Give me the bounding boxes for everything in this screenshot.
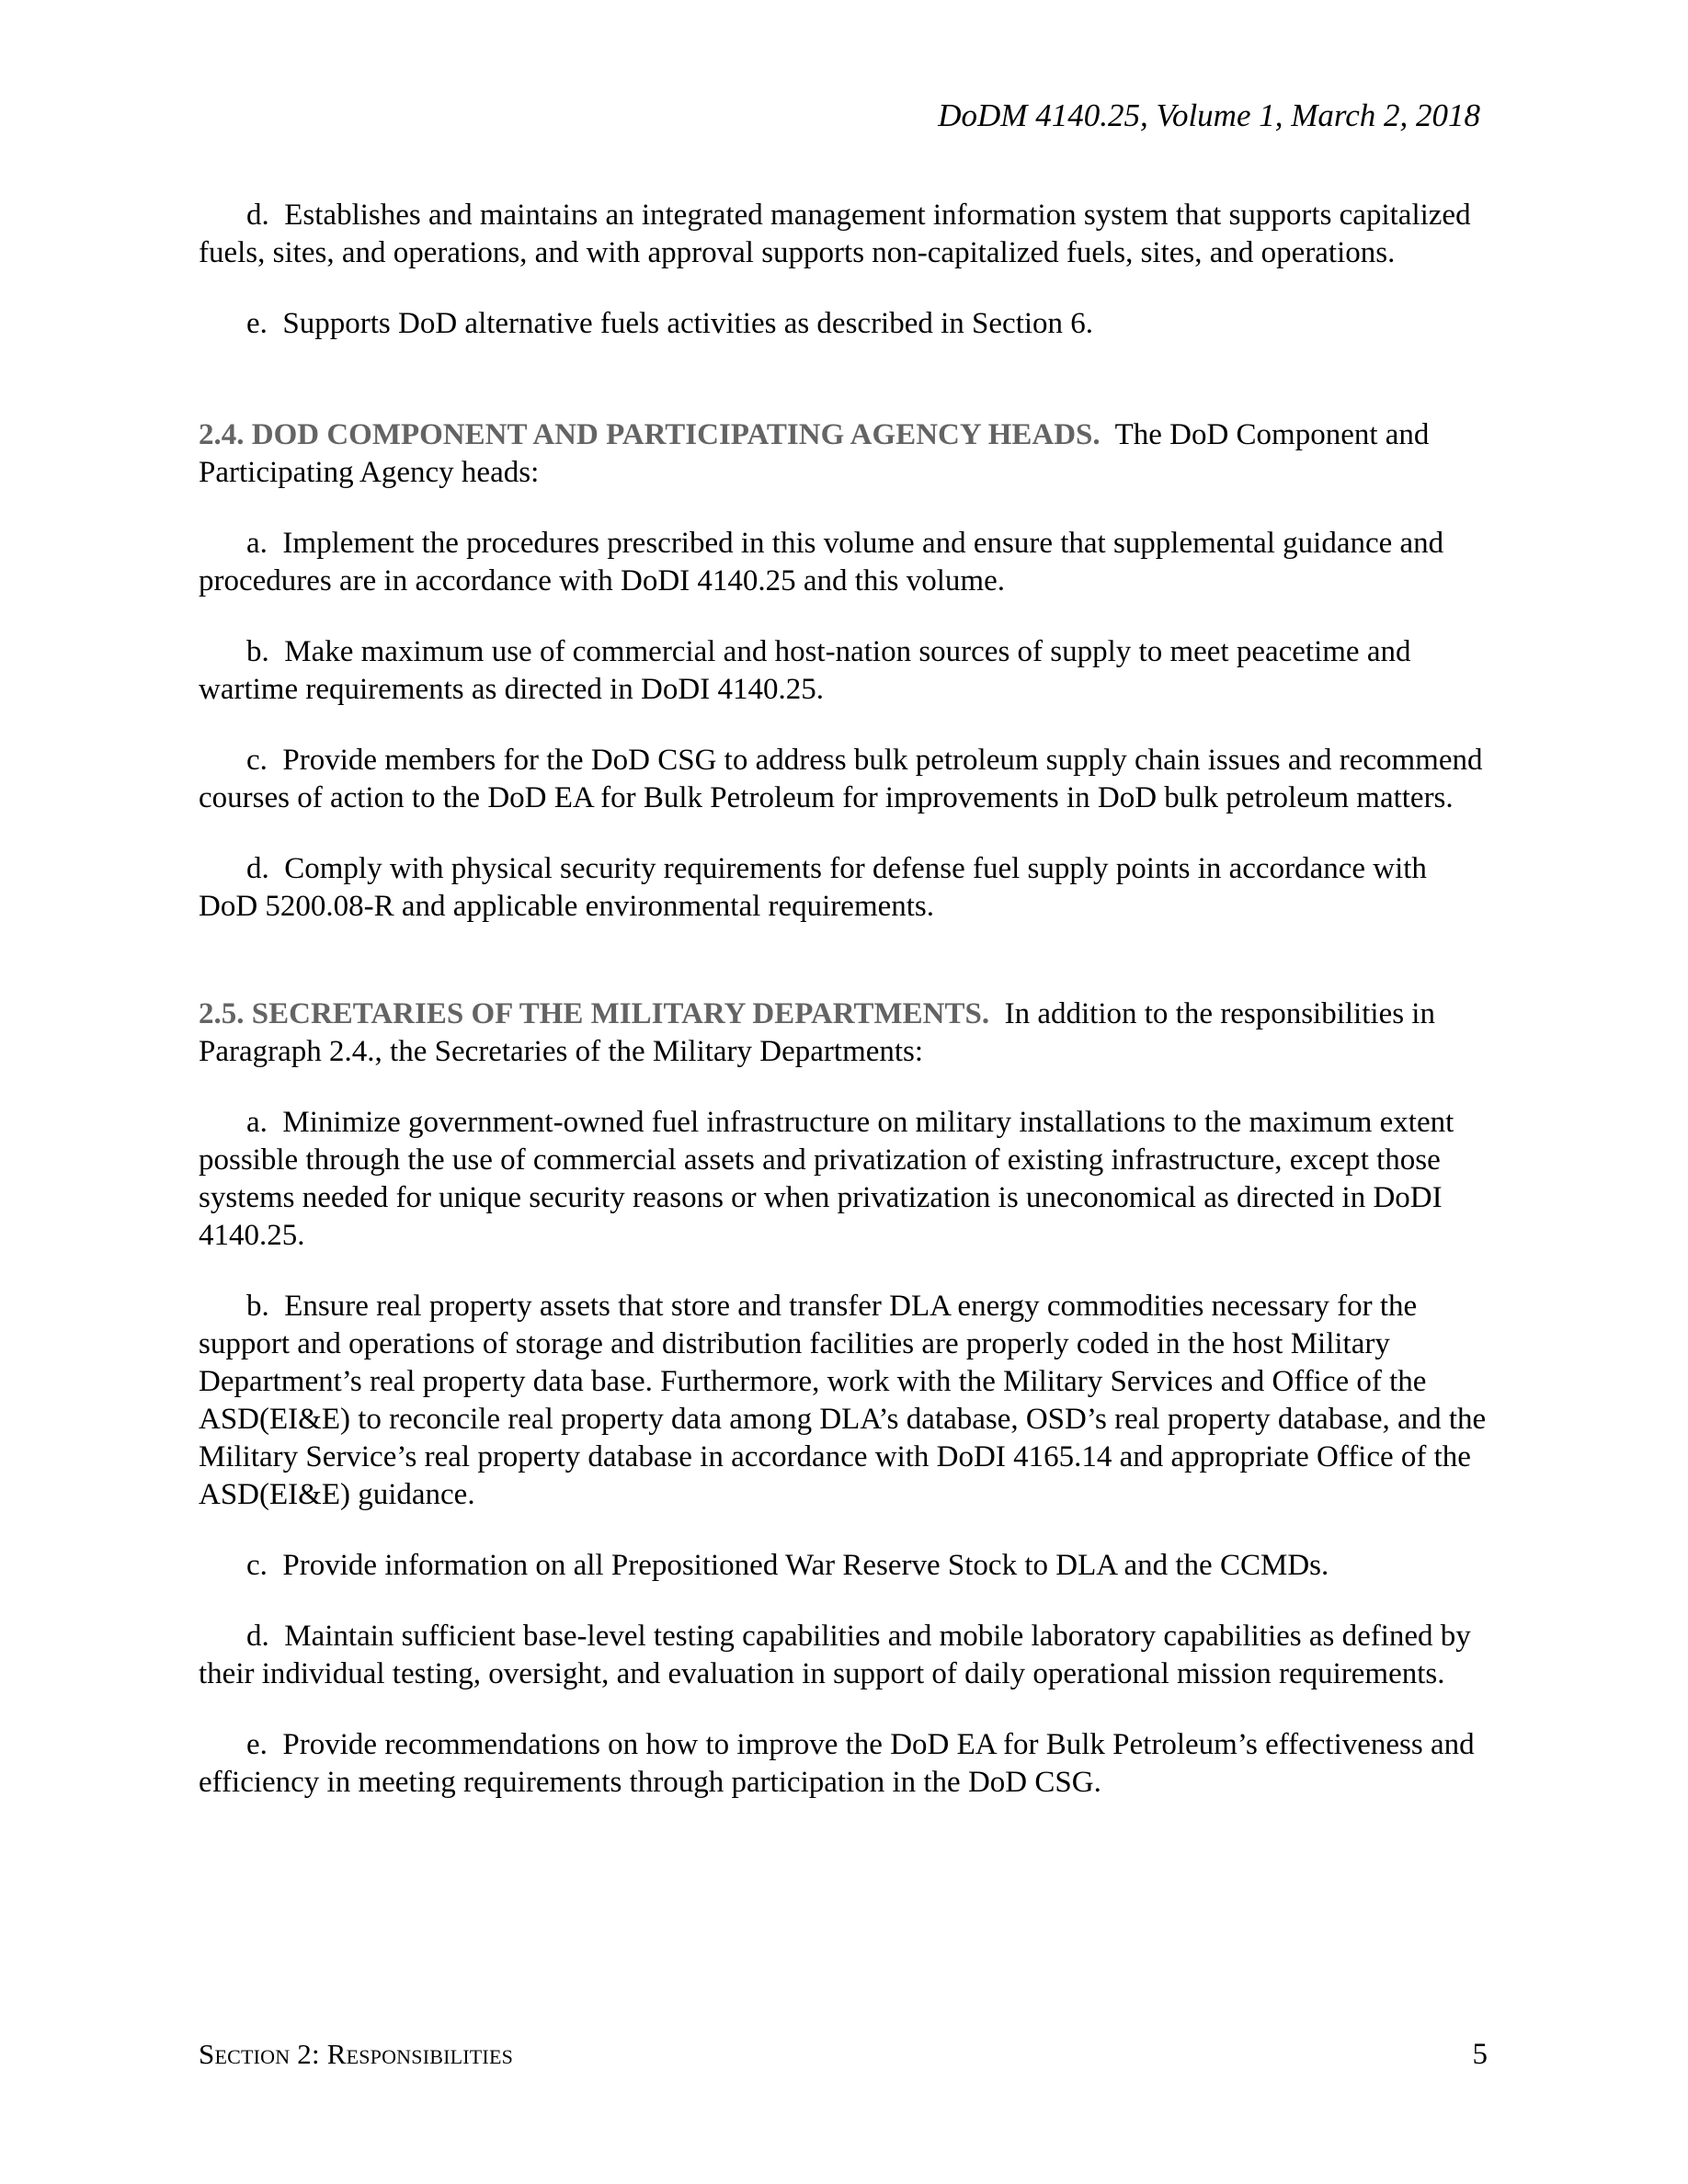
page-footer xyxy=(199,2038,1488,2071)
item-text: Implement the procedures prescribed in this volume and ensure that supplemental guidance and procedures are in accordance with DoDI 4140.25 and this volume. xyxy=(199,527,1444,597)
list-item xyxy=(199,1726,1491,1802)
item-marker: d. xyxy=(246,852,269,885)
list-item xyxy=(199,1288,1491,1514)
footer-section-label: Section 2: Responsibilities xyxy=(199,2038,514,2070)
item-text: Supports DoD alternative fuels activities as described in Section 6. xyxy=(282,307,1094,340)
list-item xyxy=(199,742,1491,817)
list-item xyxy=(199,1618,1491,1693)
item-marker: c. xyxy=(246,744,268,777)
item-marker: d. xyxy=(246,1620,269,1653)
document-reference: DoDM 4140.25, Volume 1, March 2, 2018 xyxy=(938,97,1480,133)
page-body xyxy=(199,197,1491,1835)
section-heading: 2.5. SECRETARIES OF THE MILITARY DEPARTMENTS. xyxy=(199,997,990,1030)
list-item xyxy=(199,1547,1491,1585)
item-text: Provide members for the DoD CSG to address bulk petroleum supply chain issues and recommend courses of action to the DoD EA for Bulk Petroleum for improvements in DoD bulk petroleum matters. xyxy=(199,744,1483,814)
item-text: Minimize government-owned fuel infrastructure on military installations to the maximum extent possible through the use of commercial assets and privatization of existing infrastructure, except those systems needed for unique security reasons or when privatization is uneconomical as directed in DoDI 4140.25. xyxy=(199,1106,1454,1252)
item-marker: d. xyxy=(246,199,269,232)
item-text: Provide recommendations on how to improve the DoD EA for Bulk Petroleum’s effectiveness and efficiency in meeting requirements through participation in the DoD CSG. xyxy=(199,1728,1475,1799)
section-heading: 2.4. DOD COMPONENT AND PARTICIPATING AGENCY HEADS. xyxy=(199,418,1101,451)
item-text: Maintain sufficient base-level testing capabilities and mobile laboratory capabilities as defined by their individual testing, oversight, and evaluation in support of daily operational mission requirements. xyxy=(199,1620,1471,1690)
list-item xyxy=(199,633,1491,709)
page-number: 5 xyxy=(1472,2038,1488,2071)
list-item xyxy=(199,197,1491,272)
page-header xyxy=(938,97,1480,134)
list-item xyxy=(199,850,1491,926)
section-lead: In addition to the responsibilities in Paragraph 2.4., the Secretaries of the Military Departments: xyxy=(199,997,1435,1068)
item-text: Comply with physical security requirements for defense fuel supply points in accordance with DoD 5200.08-R and applicable environmental requirements. xyxy=(199,852,1427,923)
list-item xyxy=(199,305,1491,343)
item-marker: b. xyxy=(246,1290,269,1323)
item-marker: a. xyxy=(246,1106,268,1139)
item-text: Establishes and maintains an integrated management information system that supports capitalized fuels, sites, and operations, and with approval supports non-capitalized fuels, sites, and operations. xyxy=(199,199,1471,269)
list-item xyxy=(199,1104,1491,1255)
item-text: Make maximum use of commercial and host-nation sources of supply to meet peacetime and wartime requirements as directed in DoDI 4140.25. xyxy=(199,635,1411,706)
item-text: Ensure real property assets that store and transfer DLA energy commodities necessary for the support and operations of storage and distribution facilities are properly coded in the host Military Department’s real property data base. Furthermore, work with the Military Services and Office of the ASD(EI&E) to reconcile real property data among DLA’s database, OSD’s real property database, and the Military Service’s real property database in accordance with DoDI 4165.14 and appropriate Office of the ASD(EI&E) guidance. xyxy=(199,1290,1487,1511)
item-marker: c. xyxy=(246,1549,268,1582)
item-marker: e. xyxy=(246,307,268,340)
item-marker: b. xyxy=(246,635,269,668)
item-text: Provide information on all Prepositioned War Reserve Stock to DLA and the CCMDs. xyxy=(282,1549,1329,1582)
section-2-4 xyxy=(199,416,1491,492)
section-2-5 xyxy=(199,995,1491,1071)
item-marker: e. xyxy=(246,1728,268,1761)
list-item xyxy=(199,525,1491,600)
section-lead: The DoD Component and Participating Agency heads: xyxy=(199,418,1430,489)
item-marker: a. xyxy=(246,527,268,560)
